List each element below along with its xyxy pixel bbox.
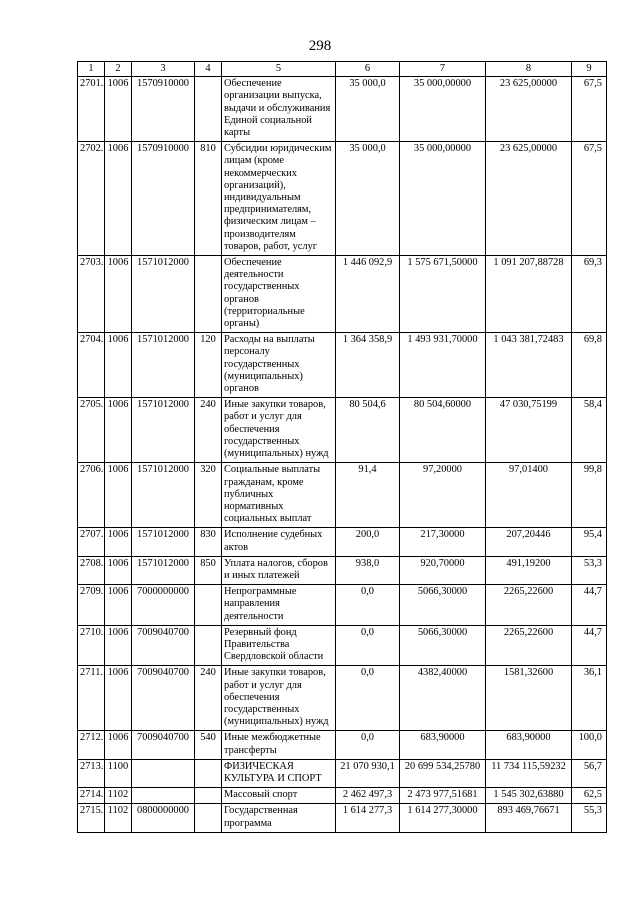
approved-amount: 35 000,0 bbox=[336, 142, 400, 256]
table-row bbox=[78, 759, 607, 787]
table-row bbox=[78, 625, 607, 666]
specified-amount: 35 000,00000 bbox=[400, 142, 486, 256]
execution-percent: 69,3 bbox=[572, 256, 607, 333]
specified-amount: 1 493 931,70000 bbox=[400, 333, 486, 398]
approved-amount: 0,0 bbox=[336, 625, 400, 666]
approved-amount: 80 504,6 bbox=[336, 398, 400, 463]
expense-type-code bbox=[195, 256, 222, 333]
row-number: 2714. bbox=[78, 788, 105, 804]
executed-amount: 1 091 207,88728 bbox=[486, 256, 572, 333]
target-article-code: 7000000000 bbox=[132, 585, 195, 626]
target-article-code: 7009040700 bbox=[132, 625, 195, 666]
execution-percent: 99,8 bbox=[572, 463, 607, 528]
table-row bbox=[78, 528, 607, 556]
approved-amount: 21 070 930,1 bbox=[336, 759, 400, 787]
approved-amount: 1 446 092,9 bbox=[336, 256, 400, 333]
execution-percent: 56,7 bbox=[572, 759, 607, 787]
expense-type-code: 240 bbox=[195, 398, 222, 463]
expense-type-code bbox=[195, 77, 222, 142]
expense-type-code bbox=[195, 759, 222, 787]
approved-amount: 1 364 358,9 bbox=[336, 333, 400, 398]
row-number: 2707. bbox=[78, 528, 105, 556]
row-number: 2702. bbox=[78, 142, 105, 256]
section-code: 1006 bbox=[105, 528, 132, 556]
approved-amount: 1 614 277,3 bbox=[336, 804, 400, 832]
expense-type-code bbox=[195, 625, 222, 666]
execution-percent: 67,5 bbox=[572, 77, 607, 142]
expense-type-code: 810 bbox=[195, 142, 222, 256]
specified-amount: 920,70000 bbox=[400, 556, 486, 584]
table-row bbox=[78, 788, 607, 804]
target-article-code: 0800000000 bbox=[132, 804, 195, 832]
table-row bbox=[78, 666, 607, 731]
expense-name: Уплата налогов, сборов и иных платежей bbox=[222, 556, 336, 584]
expense-name: Иные межбюджетные трансферты bbox=[222, 731, 336, 759]
column-header: 5 bbox=[222, 62, 336, 77]
executed-amount: 1 043 381,72483 bbox=[486, 333, 572, 398]
executed-amount: 1 545 302,63880 bbox=[486, 788, 572, 804]
execution-percent: 67,5 bbox=[572, 142, 607, 256]
expense-type-code: 320 bbox=[195, 463, 222, 528]
column-header: 4 bbox=[195, 62, 222, 77]
target-article-code bbox=[132, 759, 195, 787]
row-number: 2715. bbox=[78, 804, 105, 832]
section-code: 1006 bbox=[105, 398, 132, 463]
section-code: 1102 bbox=[105, 788, 132, 804]
specified-amount: 4382,40000 bbox=[400, 666, 486, 731]
table-row bbox=[78, 142, 607, 256]
executed-amount: 11 734 115,59232 bbox=[486, 759, 572, 787]
column-header: 2 bbox=[105, 62, 132, 77]
expense-name: Расходы на выплаты персоналу государственных (муниципальных) органов bbox=[222, 333, 336, 398]
target-article-code: 1571012000 bbox=[132, 398, 195, 463]
row-number: 2705. bbox=[78, 398, 105, 463]
executed-amount: 1581,32600 bbox=[486, 666, 572, 731]
column-header: 3 bbox=[132, 62, 195, 77]
section-code: 1006 bbox=[105, 463, 132, 528]
execution-percent: 100,0 bbox=[572, 731, 607, 759]
section-code: 1006 bbox=[105, 625, 132, 666]
executed-amount: 2265,22600 bbox=[486, 625, 572, 666]
execution-percent: 55,3 bbox=[572, 804, 607, 832]
specified-amount: 1 575 671,50000 bbox=[400, 256, 486, 333]
target-article-code: 1571012000 bbox=[132, 256, 195, 333]
expense-name: Обеспечение организации выпуска, выдачи и обслуживания Единой социальной карты bbox=[222, 77, 336, 142]
expense-type-code bbox=[195, 788, 222, 804]
approved-amount: 0,0 bbox=[336, 585, 400, 626]
executed-amount: 491,19200 bbox=[486, 556, 572, 584]
expense-name: Исполнение судебных актов bbox=[222, 528, 336, 556]
executed-amount: 893 469,76671 bbox=[486, 804, 572, 832]
approved-amount: 938,0 bbox=[336, 556, 400, 584]
column-header: 7 bbox=[400, 62, 486, 77]
column-header: 1 bbox=[78, 62, 105, 77]
expense-name: Резервный фонд Правительства Свердловской области bbox=[222, 625, 336, 666]
execution-percent: 95,4 bbox=[572, 528, 607, 556]
expense-type-code: 240 bbox=[195, 666, 222, 731]
target-article-code: 1570910000 bbox=[132, 77, 195, 142]
specified-amount: 5066,30000 bbox=[400, 625, 486, 666]
executed-amount: 23 625,00000 bbox=[486, 77, 572, 142]
expense-name: Иные закупки товаров, работ и услуг для обеспечения государственных (муниципальных) нужд bbox=[222, 666, 336, 731]
row-number: 2709. bbox=[78, 585, 105, 626]
executed-amount: 207,20446 bbox=[486, 528, 572, 556]
section-code: 1006 bbox=[105, 142, 132, 256]
approved-amount: 91,4 bbox=[336, 463, 400, 528]
table-body bbox=[78, 77, 607, 833]
specified-amount: 5066,30000 bbox=[400, 585, 486, 626]
table-row bbox=[78, 463, 607, 528]
budget-table bbox=[77, 61, 607, 833]
approved-amount: 35 000,0 bbox=[336, 77, 400, 142]
specified-amount: 97,20000 bbox=[400, 463, 486, 528]
executed-amount: 97,01400 bbox=[486, 463, 572, 528]
target-article-code: 1570910000 bbox=[132, 142, 195, 256]
target-article-code: 1571012000 bbox=[132, 528, 195, 556]
row-number: 2713. bbox=[78, 759, 105, 787]
section-code: 1006 bbox=[105, 556, 132, 584]
page-number: 298 bbox=[308, 38, 332, 54]
execution-percent: 36,1 bbox=[572, 666, 607, 731]
target-article-code: 1571012000 bbox=[132, 463, 195, 528]
execution-percent: 62,5 bbox=[572, 788, 607, 804]
expense-type-code bbox=[195, 585, 222, 626]
table-row bbox=[78, 585, 607, 626]
expense-type-code bbox=[195, 804, 222, 832]
row-number: 2712. bbox=[78, 731, 105, 759]
approved-amount: 2 462 497,3 bbox=[336, 788, 400, 804]
section-code: 1006 bbox=[105, 256, 132, 333]
specified-amount: 1 614 277,30000 bbox=[400, 804, 486, 832]
specified-amount: 683,90000 bbox=[400, 731, 486, 759]
section-code: 1006 bbox=[105, 731, 132, 759]
specified-amount: 80 504,60000 bbox=[400, 398, 486, 463]
executed-amount: 2265,22600 bbox=[486, 585, 572, 626]
section-code: 1006 bbox=[105, 666, 132, 731]
section-code: 1006 bbox=[105, 77, 132, 142]
section-code: 1100 bbox=[105, 759, 132, 787]
expense-name: Социальные выплаты гражданам, кроме публичных нормативных социальных выплат bbox=[222, 463, 336, 528]
table-row bbox=[78, 256, 607, 333]
execution-percent: 44,7 bbox=[572, 625, 607, 666]
row-number: 2703. bbox=[78, 256, 105, 333]
expense-name: Субсидии юридическим лицам (кроме некоммерческих организаций), индивидуальным предпринимателям, физическим лицам – производителям товаров, работ, услуг bbox=[222, 142, 336, 256]
row-number: 2708. bbox=[78, 556, 105, 584]
specified-amount: 2 473 977,51681 bbox=[400, 788, 486, 804]
specified-amount: 20 699 534,25780 bbox=[400, 759, 486, 787]
table-row bbox=[78, 556, 607, 584]
column-header: 6 bbox=[336, 62, 400, 77]
executed-amount: 23 625,00000 bbox=[486, 142, 572, 256]
executed-amount: 683,90000 bbox=[486, 731, 572, 759]
column-header: 8 bbox=[486, 62, 572, 77]
approved-amount: 0,0 bbox=[336, 666, 400, 731]
expense-type-code: 120 bbox=[195, 333, 222, 398]
execution-percent: 44,7 bbox=[572, 585, 607, 626]
expense-name: Массовый спорт bbox=[222, 788, 336, 804]
specified-amount: 217,30000 bbox=[400, 528, 486, 556]
row-number: 2711. bbox=[78, 666, 105, 731]
target-article-code: 1571012000 bbox=[132, 556, 195, 584]
specified-amount: 35 000,00000 bbox=[400, 77, 486, 142]
target-article-code bbox=[132, 788, 195, 804]
row-number: 2706. bbox=[78, 463, 105, 528]
section-code: 1006 bbox=[105, 585, 132, 626]
section-code: 1006 bbox=[105, 333, 132, 398]
row-number: 2704. bbox=[78, 333, 105, 398]
expense-name: Государственная программа bbox=[222, 804, 336, 832]
approved-amount: 200,0 bbox=[336, 528, 400, 556]
execution-percent: 53,3 bbox=[572, 556, 607, 584]
expense-name: Непрограммные направления деятельности bbox=[222, 585, 336, 626]
target-article-code: 7009040700 bbox=[132, 731, 195, 759]
header-row bbox=[78, 62, 607, 77]
expense-type-code: 540 bbox=[195, 731, 222, 759]
executed-amount: 47 030,75199 bbox=[486, 398, 572, 463]
expense-type-code: 850 bbox=[195, 556, 222, 584]
expense-name: Иные закупки товаров, работ и услуг для обеспечения государственных (муниципальных) нужд bbox=[222, 398, 336, 463]
approved-amount: 0,0 bbox=[336, 731, 400, 759]
row-number: 2710. bbox=[78, 625, 105, 666]
expense-name: Обеспечение деятельности государственных органов (территориальные органы) bbox=[222, 256, 336, 333]
target-article-code: 7009040700 bbox=[132, 666, 195, 731]
expense-type-code: 830 bbox=[195, 528, 222, 556]
expense-name: ФИЗИЧЕСКАЯ КУЛЬТУРА И СПОРТ bbox=[222, 759, 336, 787]
execution-percent: 58,4 bbox=[572, 398, 607, 463]
table-row bbox=[78, 398, 607, 463]
section-code: 1102 bbox=[105, 804, 132, 832]
table-row bbox=[78, 731, 607, 759]
table-row bbox=[78, 333, 607, 398]
table-row bbox=[78, 77, 607, 142]
row-number: 2701. bbox=[78, 77, 105, 142]
target-article-code: 1571012000 bbox=[132, 333, 195, 398]
table-row bbox=[78, 804, 607, 832]
column-header: 9 bbox=[572, 62, 607, 77]
execution-percent: 69,8 bbox=[572, 333, 607, 398]
